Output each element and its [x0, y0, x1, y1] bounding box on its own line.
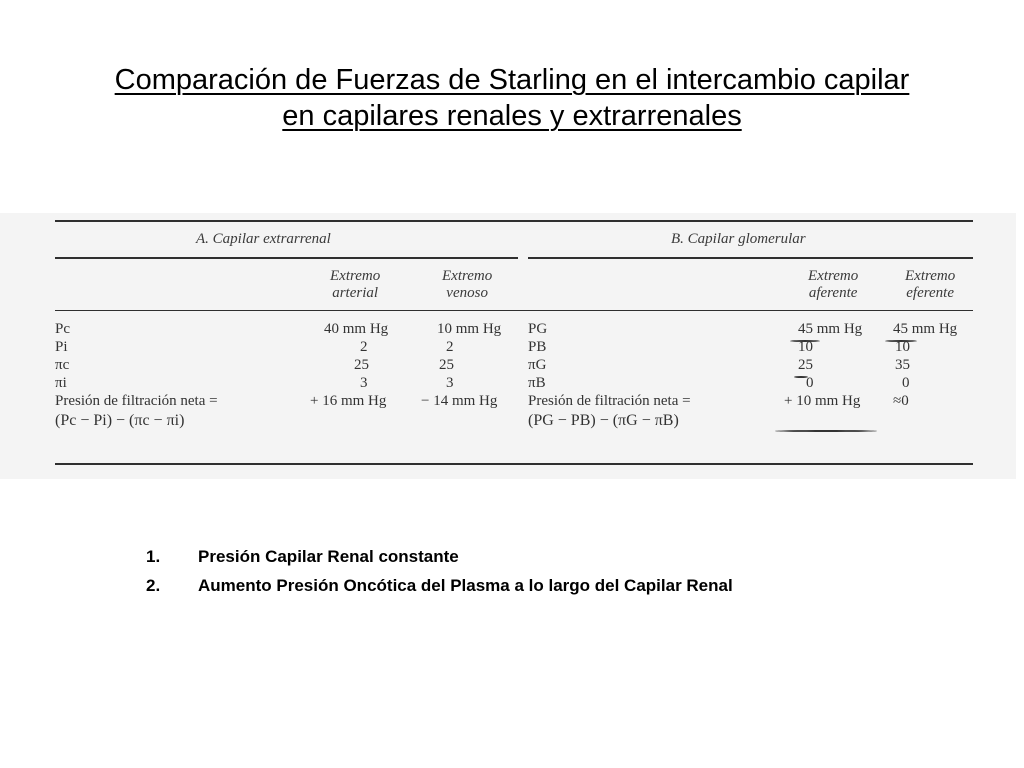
row-b-pib-eferente: 0 [902, 375, 910, 391]
col-heading-arterial: Extremo arterial [330, 268, 381, 301]
row-b-pg-eferente: 45 mm Hg [893, 321, 958, 337]
row-a-net-venoso: − 14 mm Hg [421, 393, 498, 409]
handwritten-mark-45-eferente [885, 340, 917, 342]
section-a-rule [55, 257, 518, 259]
row-a-label-pii: πi [55, 375, 67, 391]
row-b-label-pib: πB [528, 375, 546, 391]
row-a-label-pi: Pi [55, 339, 68, 355]
row-a-pc-venoso: 10 mm Hg [437, 321, 502, 337]
row-b-pb-eferente: 10 [895, 339, 910, 355]
col-heading-venoso: Extremo venoso [442, 268, 493, 301]
handwritten-mark-25 [794, 376, 808, 378]
row-b-pig-aferente: 25 [798, 357, 813, 373]
row-b-label-pg: PG [528, 321, 548, 337]
row-a-pi-arterial: 2 [360, 339, 368, 355]
row-b-pg-aferente: 45 mm Hg [798, 321, 863, 337]
subheader-rule [55, 310, 973, 311]
row-a-label-pic: πc [55, 357, 70, 373]
row-b-pib-aferente: 0 [806, 375, 814, 391]
row-a-label-pc: Pc [55, 321, 70, 337]
table-bottom-rule [55, 463, 973, 465]
handwritten-underline-net [775, 430, 877, 432]
row-b-label-pig: πG [528, 357, 547, 373]
section-a-heading: A. Capilar extrarrenal [196, 231, 331, 247]
row-b-label-pb: PB [528, 339, 547, 355]
row-b-net-eferente: ≈0 [893, 393, 909, 409]
row-a-net-arterial: + 16 mm Hg [310, 393, 387, 409]
page-title [0, 62, 1024, 134]
row-b-label-formula: (PG − PB) − (πG − πB) [528, 412, 679, 429]
starling-forces-table [0, 213, 1016, 479]
row-b-pb-aferente: 10 [798, 339, 813, 355]
section-b-heading: B. Capilar glomerular [671, 231, 806, 247]
row-a-label-net: Presión de filtración neta = [55, 393, 218, 409]
row-b-label-net: Presión de filtración neta = [528, 393, 691, 409]
row-a-pic-arterial: 25 [354, 357, 369, 373]
handwritten-mark-45-aferente [790, 340, 820, 342]
row-a-pc-arterial: 40 mm Hg [324, 321, 389, 337]
table-top-rule [55, 220, 973, 222]
col-heading-eferente: Extremo eferente [905, 268, 956, 301]
row-b-net-aferente: + 10 mm Hg [784, 393, 861, 409]
row-a-label-formula: (Pc − Pi) − (πc − πi) [55, 412, 185, 429]
row-b-pig-eferente: 35 [895, 357, 910, 373]
title-line-2: en capilares renales y extrarrenales [282, 100, 742, 132]
row-a-pi-venoso: 2 [446, 339, 454, 355]
row-a-pic-venoso: 25 [439, 357, 454, 373]
section-b-rule [528, 257, 973, 259]
row-a-pii-venoso: 3 [446, 375, 454, 391]
col-heading-aferente: Extremo aferente [808, 268, 859, 301]
row-a-pii-arterial: 3 [360, 375, 368, 391]
title-line-1: Comparación de Fuerzas de Starling en el intercambio capilar [114, 64, 910, 96]
